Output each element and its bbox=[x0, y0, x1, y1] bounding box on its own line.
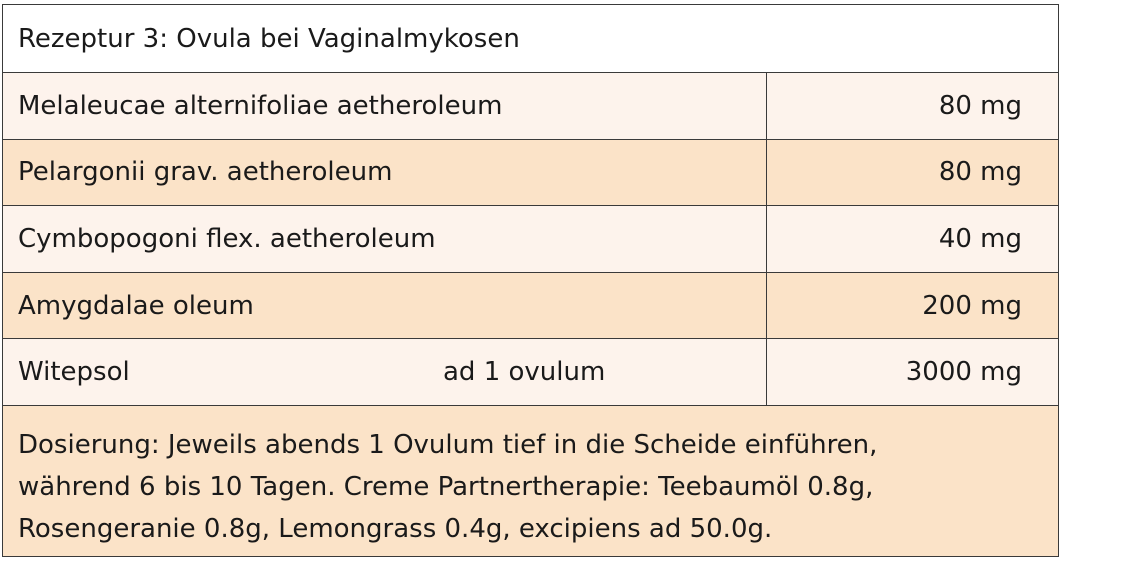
ingredient-name-cell bbox=[3, 273, 767, 339]
ingredient-name-cell bbox=[3, 339, 767, 405]
ingredient-name: Melaleucae alternifoliae aetheroleum bbox=[18, 90, 503, 121]
ingredient-quantity: 40 mg bbox=[938, 223, 1022, 254]
ingredient-quantity-cell bbox=[767, 140, 1058, 206]
ingredient-quantity-cell bbox=[767, 73, 1058, 139]
ingredient-quantity: 80 mg bbox=[938, 157, 1022, 188]
ingredient-row bbox=[3, 73, 1058, 140]
ingredient-quantity: 80 mg bbox=[938, 90, 1022, 121]
ingredient-row bbox=[3, 339, 1058, 406]
ingredient-quantity-cell bbox=[767, 339, 1058, 405]
recipe-title-row bbox=[3, 5, 1058, 73]
ingredient-quantity: 200 mg bbox=[922, 290, 1022, 321]
ingredient-quantity: 3000 mg bbox=[905, 357, 1022, 388]
ingredient-name: Cymbopogoni flex. aetheroleum bbox=[18, 223, 436, 254]
ingredient-name-cell bbox=[3, 73, 767, 139]
dosage-line: Rosengeranie 0.8g, Lemongrass 0.4g, excipiens ad 50.0g. bbox=[18, 513, 773, 544]
recipe-title: Rezeptur 3: Ovula bei Vaginalmykosen bbox=[18, 23, 520, 54]
ingredient-row bbox=[3, 273, 1058, 340]
ingredient-row bbox=[3, 140, 1058, 207]
dosage-line: Dosierung: Jeweils abends 1 Ovulum tief in die Scheide einführen, bbox=[18, 429, 878, 460]
ingredient-quantity-cell bbox=[767, 273, 1058, 339]
ingredient-name: Witepsol bbox=[18, 357, 130, 388]
ingredient-name-cell bbox=[3, 140, 767, 206]
recipe-table bbox=[2, 4, 1059, 557]
ingredient-quantity-cell bbox=[767, 206, 1058, 272]
ingredient-name-cell bbox=[3, 206, 767, 272]
ingredient-name: Amygdalae oleum bbox=[18, 290, 254, 321]
dosage-line: während 6 bis 10 Tagen. Creme Partnertherapie: Teebaumöl 0.8g, bbox=[18, 471, 874, 502]
dosage-instructions bbox=[3, 406, 1058, 556]
ingredient-note: ad 1 ovulum bbox=[443, 357, 606, 388]
ingredient-row bbox=[3, 206, 1058, 273]
ingredient-name: Pelargonii grav. aetheroleum bbox=[18, 157, 393, 188]
